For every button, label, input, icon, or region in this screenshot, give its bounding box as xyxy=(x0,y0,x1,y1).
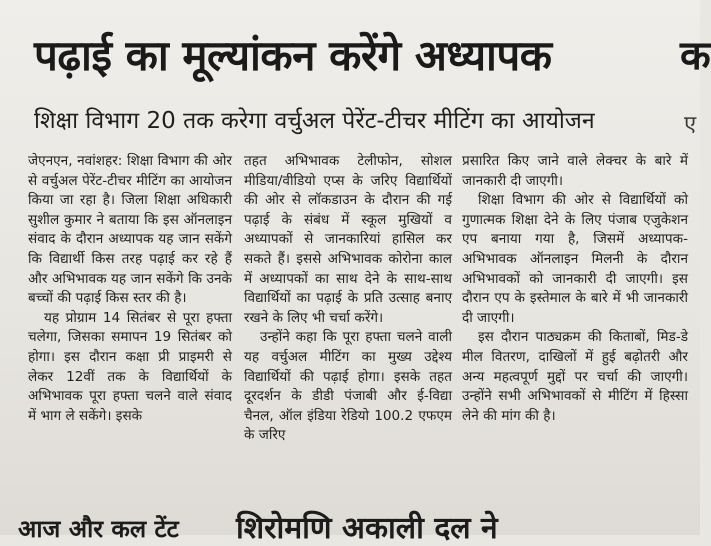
paragraph: तहत अभिभावक टेलीफोन, सोशल मीडिया/वीडियो एप्स के जरिए विद्यार्थियों की ओर से लॉकडाउन के दौरान की गई पढ़ाई के संबंध में स्कूल मुखियों व अध्यापकों से जानकारियां हासिल कर सकते हैं। इससे अभिभावक कोरोना काल में अध्यापकों का साथ देने के साथ-साथ विद्यार्थियों का पढ़ाई के प्रति उत्साह बनाए रखने के लिए भी चर्चा करेंगे। xyxy=(244,153,452,326)
adjacent-subhead-fragment: ए xyxy=(684,112,697,137)
paragraph: शिक्षा विभाग की ओर से विद्यार्थियों को गुणात्मक शिक्षा देने के लिए पंजाब एजुकेशन एप बनाया गया है, जिसमें अध्यापक-अभिभावक ऑनलाइन मिलनी के दौरान अभिभावकों को जानकारी दी जाएगी। इस दौरान एप के इस्तेमाल के बारे में भी जानकारी दी जाएगी। xyxy=(462,192,688,326)
next-headline-right: शिरोमणि अकाली दल ने xyxy=(236,511,498,546)
next-headline-left: आज और कल टेंट xyxy=(18,515,179,543)
headline: पढ़ाई का मूल्यांकन करेंगे अध्यापक xyxy=(34,31,552,80)
paragraph: जेएनएन, नवांशहर: शिक्षा विभाग की ओर से वर्चुअल पेरेंट-टीचर मीटिंग का आयोजन किया जा रहा है। जिला शिक्षा अधिकारी सुशील कुमार ने बताया कि इस ऑनलाइन संवाद के दौरान अध्यापक यह जान सकेंगे कि विद्यार्थी किस तरह पढ़ाई कर रहे हैं और अभिभावक यह जान सकेंगे कि उनके बच्चों की पढ़ाई किस स्तर की है। xyxy=(28,153,232,307)
article-column-3 xyxy=(462,152,688,498)
paragraph: इस दौरान पाठ्यक्रम की किताबों, मिड-डे मील वितरण, दाखिलों में हुई बढ़ोतरी और अन्य महत्वपूर्ण मुद्दों पर चर्चा की जाएगी। उन्होंने सभी अभिभावकों से मीटिंग में हिस्सा लेने की मांग की है। xyxy=(462,329,688,424)
subheadline: शिक्षा विभाग 20 तक करेगा वर्चुअल पेरेंट-टीचर मीटिंग का आयोजन xyxy=(34,108,595,134)
paragraph: उन्होंने कहा कि पूरा हफ्ता चलने वाली यह वर्चुअल मीटिंग का मुख्य उद्देश्य विद्यार्थियों की पढ़ाई होगा। इसके तहत दूरदर्शन के डीडी पंजाबी और ई-विद्या चैनल, ऑल इंडिया रेडियो 100.2 एफएम के जरिए xyxy=(244,329,452,444)
article-column-2 xyxy=(244,152,452,498)
paragraph: प्रसारित किए जाने वाले लेक्चर के बारे में जानकारी दी जाएगी। xyxy=(462,153,688,189)
adjacent-headline-fragment: क xyxy=(680,33,711,79)
next-article-strip xyxy=(0,506,700,546)
article-column-1 xyxy=(28,152,232,498)
paragraph: यह प्रोग्राम 14 सितंबर से पूरा हफ्ता चलेगा, जिसका समापन 19 सितंबर को होगा। इस दौरान कक्षा प्री प्राइमरी से लेकर 12वीं तक के विद्यार्थियों के अभिभावक पूरा हफ्ता चलने वाले संवाद में भाग ले सकेंगे। इसके xyxy=(28,309,232,424)
